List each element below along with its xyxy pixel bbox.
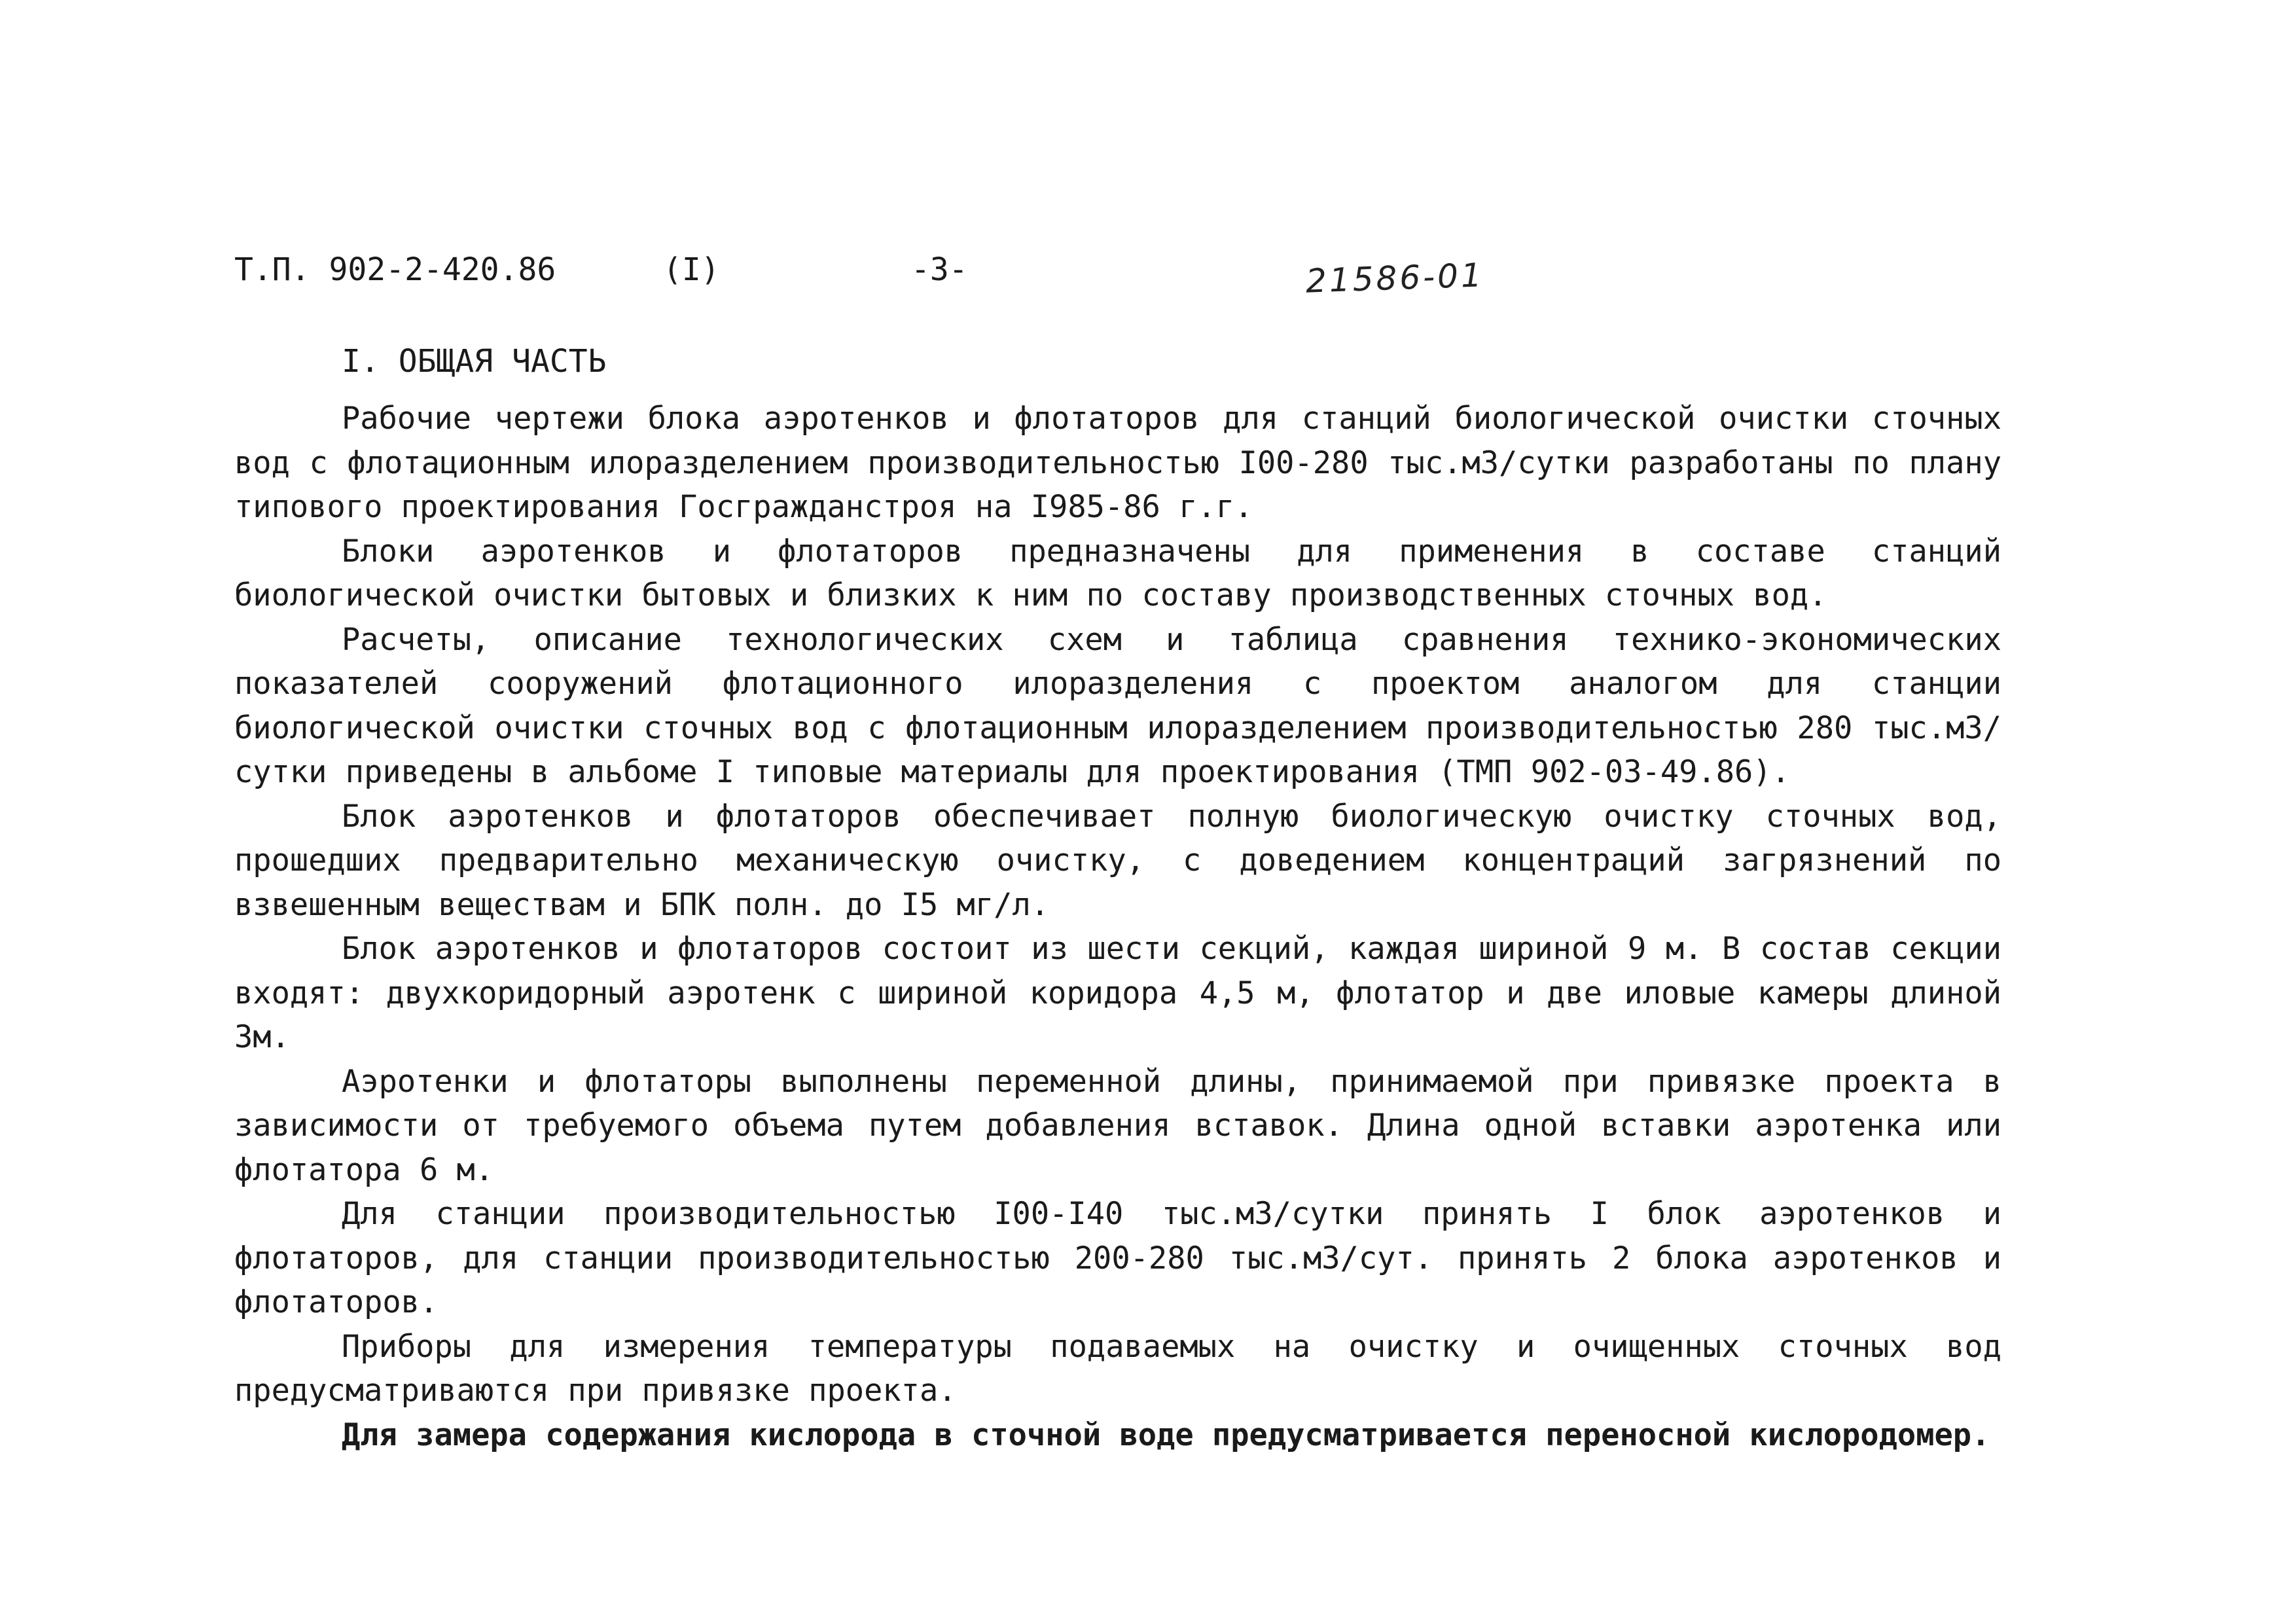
paragraph-oxygen-meter: Для замера содержания кислорода в сточной воде предусматривается переносной кислородомер. [342,1416,1990,1453]
paragraph-calculations: Расчеты, описание технологических схем и таблица сравнения технико-экономических показателей сооружений флотационного илоразделения с проектом аналогом для станции биологической очистки сточных вод с флотационным илоразделением производительностью 280 тыс.м3/сутки приведены в альбоме I типовые материалы для проектирования (ТМП 902-03-49.86). [234,621,2001,790]
paragraph-treatment-level: Блок аэротенков и флотаторов обеспечивает полную биологическую очистку сточных вод, прошедших предварительно механическую очистку, с доведением концентраций загрязнений по взвешенным веществам и БПК полн. до I5 мг/л. [234,798,2001,923]
paragraph-application: Блоки аэротенков и флотаторов предназначены для применения в составе станций биологической очистки бытовых и близких к ним по составу производственных сточных вод. [234,533,2001,613]
paragraph-sections: Блок аэротенков и флотаторов состоит из шести секций, каждая шириной 9 м. В состав секции входят: двухкоридорный аэротенк с шириной коридора 4,5 м, флотатор и две иловые камеры длиной 3м. [234,931,2001,1055]
section-title: I. ОБЩАЯ ЧАСТЬ [342,343,607,380]
album-number: (I) [663,251,720,288]
paragraph-block-count: Для станции производительностью I00-I40 тыс.м3/сутки принять I блок аэротенков и флотаторов, для станции производительностью 200-280 тыс.м3/сут. принять 2 блока аэротенков и флотаторов. [234,1196,2001,1320]
paragraph-purpose: Рабочие чертежи блока аэротенков и флотаторов для станций биологической очистки сточных вод с флотационным илоразделением производительностью I00-280 тыс.м3/сутки разработаны по плану типового проектирования Госгражданстроя на I985-86 г.г. [234,401,2001,525]
body-text [234,397,2001,1457]
paragraph-lengths: Аэротенки и флотаторы выполнены переменной длины, принимаемой при привязке проекта в зависимости от требуемого объема путем добавления вставок. Длина одной вставки аэротенка или флотатора 6 м. [234,1063,2001,1188]
document-code: Т.П. 902-2-420.86 [234,251,556,288]
paragraph-temperature: Приборы для измерения температуры подаваемых на очистку и очищенных сточных вод предусматриваются при привязке проекта. [234,1328,2001,1409]
page-number: -3- [911,251,968,288]
handwritten-inventory-number: 21586-01 [1305,256,1485,300]
